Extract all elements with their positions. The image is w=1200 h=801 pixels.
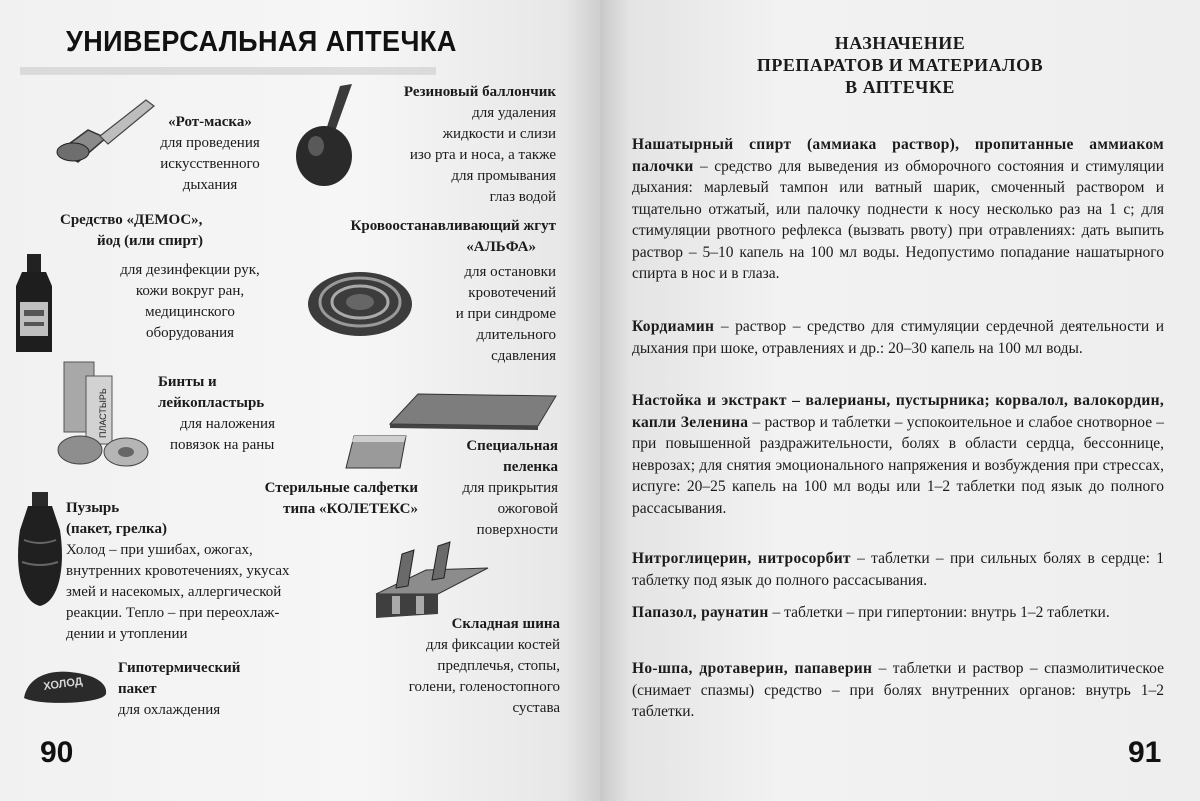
wipes-icon	[344, 432, 408, 472]
wipes-name-2: типа «КОЛЕТЕКС»	[283, 501, 418, 517]
entry-cordiamin	[632, 316, 1164, 359]
tourniquet-desc-5: сдавления	[491, 348, 556, 364]
entry-ammonia	[632, 134, 1164, 285]
sheet-block	[420, 436, 558, 541]
tourniquet-name-1: Кровоостанавливающий жгут	[350, 218, 556, 234]
rot-mask-desc-3: дыхания	[182, 177, 238, 193]
demos-desc-2: кожи вокруг ран,	[135, 283, 245, 299]
rot-mask-desc-1: для проведения	[160, 135, 260, 151]
demos-desc-1: для дезинфекции рук,	[120, 262, 260, 278]
entry-text: – таблетки и раствор – спазмолитическое (снимает спазмы) средство – при болях внутренних органов: внутрь 1–2 таблетки.	[632, 660, 1164, 720]
bladder-name-1: Пузырь	[66, 500, 120, 516]
bladder-block	[66, 498, 356, 645]
bladder-desc-3: змей и насекомых, аллергической	[66, 584, 282, 600]
bladder-name-2: (пакет, грелка)	[66, 521, 167, 537]
demos-name-2: йод (или спирт)	[97, 233, 203, 249]
demos-desc	[90, 260, 290, 344]
balloon-desc-5: глаз водой	[489, 189, 556, 205]
entry-text: – раствор – средство для стимуляции сердечной деятельности и дыхания при шоке, отравлениях и др.: 20–30 капель на 100 мл воды.	[632, 318, 1164, 357]
entry-text: – средство для выведения из обморочного состояния и стимуляции дыхания: марлевый тампон или ватный шарик, смоченный раствором и тщательно отжатый, или палочку поднести к носу несколько раз на 1 с; для стимуляции рвотного рефлекса (вызвать рвоту) при отравлениях: дать выпить раствор – 5–10 капель на 100 мл воды. Недопустимо попадание нашатырного спирта в нос и в глаза.	[632, 157, 1164, 282]
entry-term: Настойка и экстракт – валерианы, пустырника; корвалол, валокордин, капли Зеленина	[632, 392, 1164, 431]
balloon-block	[330, 82, 556, 208]
tourniquet-desc-4: длительного	[476, 327, 556, 343]
splint-name: Складная шина	[451, 616, 560, 632]
demos-name-1: Средство «ДЕМОС»,	[60, 212, 203, 228]
tourniquet-icon	[300, 256, 420, 346]
cold-label: ХОЛОД	[42, 675, 84, 693]
entry-text: – таблетки – при гипертонии: внутрь 1–2 таблетки.	[768, 604, 1110, 621]
demos-desc-3: медицинского	[145, 304, 235, 320]
entry-text: – раствор и таблетки – успокоительное и слабое снотворное – при повышенной раздражительности, болях в области сердца, бессоннице, неврозах; для снятия эмоционального напряжения и возбуждения при стрессах, испуге: 20–25 капель на 100 мл воды или 1–2 таблетки под язык до полного рассасывания.	[632, 413, 1164, 517]
entry-term: Кордиамин	[632, 318, 715, 335]
splint-desc-2: предплечья, стопы,	[437, 658, 560, 674]
bandage-rolls-icon	[52, 358, 152, 470]
rot-mask-block	[120, 112, 300, 196]
tourniquet-name-2: «АЛЬФА»	[466, 239, 536, 255]
right-title-line-1: НАЗНАЧЕНИЕ	[834, 33, 966, 53]
demos-desc-4: оборудования	[145, 325, 235, 341]
wipes-name-1: Стерильные салфетки	[264, 480, 418, 496]
entry-term: Нитроглицерин, нитросорбит	[632, 550, 851, 567]
right-page-title	[710, 32, 1090, 98]
bandages-desc-1: для наложения	[180, 416, 275, 432]
page-title: УНИВЕРСАЛЬНАЯ АПТЕЧКА	[66, 26, 457, 58]
tourniquet-desc	[420, 262, 556, 367]
tourniquet-desc-1: для остановки	[464, 264, 556, 280]
entry-nitroglycerin	[632, 548, 1164, 591]
entry-nospa	[632, 658, 1164, 723]
page-number-left: 90	[40, 736, 74, 769]
sheet-name-2: пеленка	[503, 459, 558, 475]
bladder-desc-2: внутренних кровотечениях, укусах	[66, 563, 290, 579]
rot-mask-desc-2: искусственного	[160, 156, 260, 172]
hypothermic-block	[118, 658, 288, 721]
hypothermic-name-2: пакет	[118, 681, 157, 697]
bandages-block	[158, 372, 338, 456]
tourniquet-desc-2: кровотечений	[468, 285, 556, 301]
entry-papazol	[632, 602, 1164, 624]
right-title-line-3: В АПТЕЧКЕ	[845, 77, 955, 97]
entry-term: Папазол, раунатин	[632, 604, 769, 621]
tourniquet-title	[290, 216, 556, 258]
cold-pack-icon	[20, 668, 110, 708]
entry-term: Но-шпа, дротаверин, папаверин	[632, 660, 873, 677]
sheet-desc-2: ожоговой	[497, 501, 558, 517]
bandages-name-1: Бинты и	[158, 374, 217, 390]
sheet-desc-1: для прикрытия	[462, 480, 558, 496]
right-title-line-2: ПРЕПАРАТОВ И МАТЕРИАЛОВ	[756, 55, 1044, 75]
bladder-desc-4: реакции. Тепло – при переохлаж-	[66, 605, 280, 621]
tourniquet-desc-3: и при синдроме	[455, 306, 556, 322]
sheet-desc-3: поверхности	[476, 522, 558, 538]
balloon-desc-3: изо рта и носа, а также	[409, 147, 556, 163]
splint-desc-4: сустава	[512, 700, 560, 716]
splint-icon	[372, 540, 490, 622]
rot-mask-name: «Рот-маска»	[168, 114, 252, 130]
splint-block	[360, 614, 560, 719]
demos-title	[60, 210, 250, 252]
bandages-desc-2: повязок на раны	[170, 437, 275, 453]
plaster-label: ПЛАСТЫРЬ	[98, 388, 108, 438]
right-page	[600, 0, 1200, 801]
bladder-desc-5: дении и утоплении	[66, 626, 188, 642]
balloon-desc-1: для удаления	[472, 105, 556, 121]
sheet-name-1: Специальная	[466, 438, 558, 454]
balloon-desc-2: жидкости и слизи	[442, 126, 556, 142]
entry-valerian	[632, 390, 1164, 519]
ice-bag-icon	[14, 490, 66, 610]
sheet-icon	[388, 390, 558, 430]
splint-desc-1: для фиксации костей	[425, 637, 560, 653]
balloon-name: Резиновый баллончик	[403, 84, 556, 100]
splint-desc-3: голени, голеностопного	[408, 679, 560, 695]
balloon-desc-4: для промывания	[451, 168, 556, 184]
hypothermic-name-1: Гипотермический	[118, 660, 241, 676]
iodine-bottle-icon	[12, 252, 56, 356]
bandages-name-2: лейкопластырь	[158, 395, 265, 411]
bleed-through-text: ▬▬▬▬▬▬▬▬▬▬▬▬▬▬▬▬	[20, 61, 436, 91]
entry-text: – таблетки – при сильных болях в сердце: 1 таблетку под язык до полного рассасывания.	[632, 550, 1164, 589]
hypothermic-desc-1: для охлаждения	[118, 702, 221, 718]
bladder-desc-1: Холод – при ушибах, ожогах,	[66, 542, 253, 558]
page-number-right: 91	[1128, 736, 1162, 769]
entry-term: Нашатырный спирт (аммиака раствор), пропитанные аммиаком палочки	[632, 136, 1164, 175]
